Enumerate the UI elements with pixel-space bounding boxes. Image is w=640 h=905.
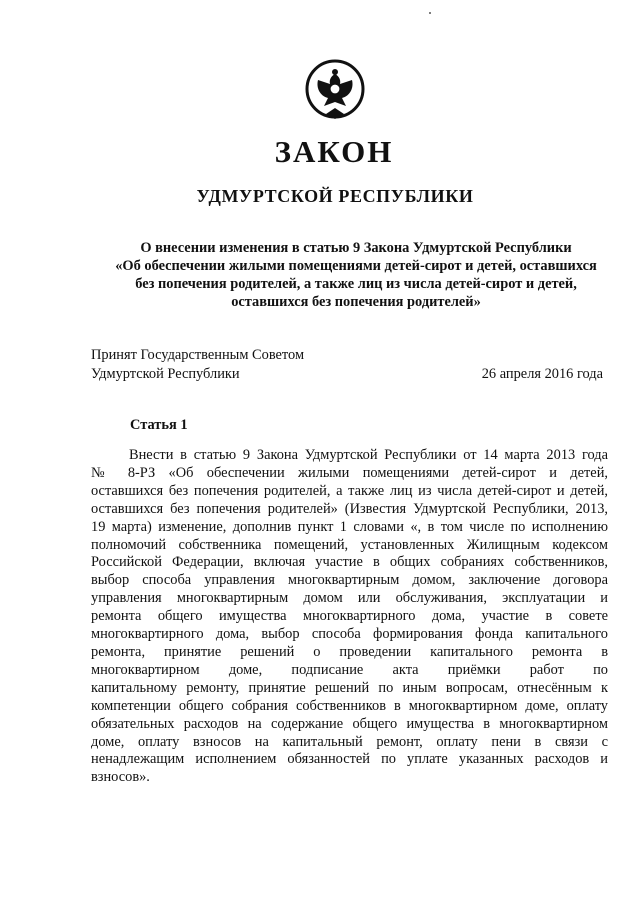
document-heading	[96, 239, 616, 311]
body-line: полномочий собственника помещений, установленных Жилищным кодексом	[91, 536, 608, 553]
adopted-line-2: Удмуртской Республики	[91, 366, 240, 382]
body-line: 19 марта) изменение, дополнив пункт 1 словами «, в том числе по исполнению	[91, 518, 608, 535]
body-line: ремонта, принятие решений о проведении капитального ремонта в	[91, 643, 608, 660]
article-title: Статья 1	[130, 417, 188, 433]
body-line: Внести в статью 9 Закона Удмуртской Республики от 14 марта 2013 года	[129, 447, 608, 463]
heading-line: оставшихся без попечения родителей»	[231, 294, 481, 310]
body-line: многоквартирного дома, выбор способа формирования фонда капитального	[91, 626, 608, 643]
body-line: ненадлежащим исполнением обязанностей по уплате указанных расходов и	[91, 751, 608, 768]
udmurt-coat-of-arms-icon	[304, 58, 366, 124]
body-line: ремонта общего имущества многоквартирного дома, участие в совете	[91, 608, 608, 625]
body-line: оставшихся без попечения родителей, а также лиц из числа детей-сирот и детей,	[91, 482, 608, 499]
article-body	[91, 447, 608, 787]
law-subtitle: УДМУРТСКОЙ РЕСПУБЛИКИ	[196, 186, 474, 206]
body-line: капитальному ремонту, принятие решений по иным вопросам, отнесённым к	[91, 679, 608, 696]
heading-line: «Об обеспечении жилыми помещениями детей-сирот и детей, оставшихся	[115, 258, 597, 274]
body-line: обязательных расходов на содержание общего имущества в многоквартирном	[91, 715, 608, 732]
body-line: Российской Федерации, включая участие в общих собраниях собственников,	[91, 554, 608, 571]
body-line: управления многоквартирным домом или обслуживания, эксплуатации и	[91, 590, 608, 607]
body-line: выбор способа управления многоквартирным домом, заключение договора	[91, 572, 608, 589]
body-line: компетенции общего собрания собственников в многоквартирном доме, оплату	[91, 697, 608, 714]
body-line: многоквартирном доме, подписание акта приёмки работ по	[91, 661, 608, 678]
adopted-by	[91, 346, 304, 384]
body-line: № 8-РЗ «Об обеспечении жилыми помещениями детей-сирот и детей,	[91, 464, 608, 481]
body-line: доме, оплату взносов на капитальный ремонт, оплату пени в связи с	[91, 733, 608, 750]
law-title: ЗАКОН	[274, 134, 394, 169]
adoption-date: 26 апреля 2016 года	[481, 366, 603, 382]
heading-line: без попечения родителей, а также лиц из числа детей-сирот и детей,	[135, 276, 577, 292]
body-line: взносов».	[91, 769, 150, 786]
body-line: оставшихся без попечения родителей» (Известия Удмуртской Республики, 2013,	[91, 500, 608, 517]
heading-line: О внесении изменения в статью 9 Закона Удмуртской Республики	[140, 240, 572, 256]
scan-speck	[429, 12, 431, 14]
adopted-line-1: Принят Государственным Советом	[91, 347, 305, 363]
